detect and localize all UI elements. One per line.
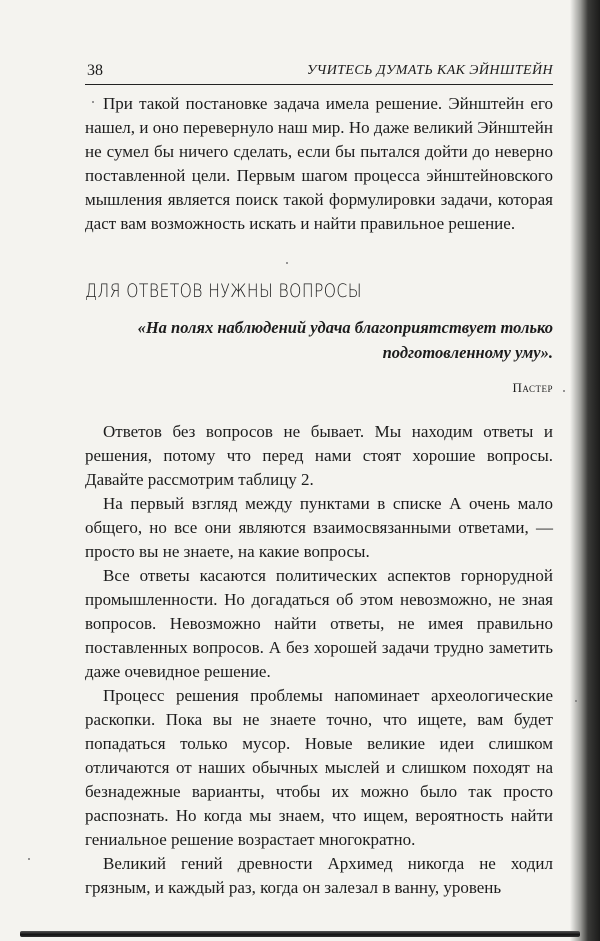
body-paragraph: Великий гений древности Архимед никогда не ходил грязным, и каждый раз, когда он залезал в ванну, уровень — [85, 854, 553, 897]
scan-speck — [575, 700, 577, 702]
intro-text — [85, 92, 553, 236]
epigraph — [85, 315, 553, 365]
body-paragraph: Все ответы касаются политических аспектов горнорудной промышленности. Но догадаться об этом невозможно, не зная вопросов. Невозможно найти ответы, не имея правильно поставленных вопросов. А без хорошей задачи трудно заметить даже очевидное решение. — [85, 566, 553, 681]
page-header — [85, 60, 553, 85]
page-edge-shadow — [570, 0, 600, 941]
scan-speck — [28, 858, 30, 860]
body-paragraph: На первый взгляд между пунктами в списке А очень мало общего, но все они являются взаимосвязанными ответами, — просто вы не знаете, на какие вопросы. — [85, 494, 553, 561]
page-number: 38 — [87, 62, 103, 79]
scan-speck — [563, 390, 565, 392]
section-heading: ДЛЯ ОТВЕТОВ НУЖНЫ ВОПРОСЫ — [85, 280, 362, 302]
scan-speck — [286, 262, 288, 264]
body-paragraph: Ответов без вопросов не бывает. Мы находим ответы и решения, потому что перед нами стоят хорошие вопросы. Давайте рассмотрим таблицу 2. — [85, 422, 553, 489]
scan-speck — [92, 101, 94, 103]
epigraph-line-1: «На полях наблюдений удача благоприятствует только — [137, 318, 553, 337]
epigraph-attribution: Пастер — [512, 380, 553, 395]
body-text — [85, 420, 553, 900]
running-title: УЧИТЕСЬ ДУМАТЬ КАК ЭЙНШТЕЙН — [306, 63, 553, 78]
epigraph-line-2: подготовленному уму». — [382, 343, 553, 362]
intro-paragraph: При такой постановке задача имела решение. Эйнштейн его нашел, и оно перевернуло наш мир. Но даже великий Эйнштейн не сумел бы ничего сделать, если бы пытался дойти до неверно поставленной цели. Первым шагом процесса эйнштейновского мышления является поиск такой формулировки задачи, которая даст вам возможность искать и найти правильное решение. — [85, 94, 553, 233]
body-paragraph: Процесс решения проблемы напоминает археологические раскопки. Пока вы не знаете точно, что ищете, вам будет попадаться только мусор. Новые великие идеи слишком отличаются от наших обычных мыслей и слишком походят на безнадежные варианты, чтобы их можно было так просто распознать. Но когда мы знаем, что ищем, вероятность найти гениальное решение возрастает многократно. — [85, 686, 553, 849]
page-bottom-edge — [20, 931, 580, 937]
